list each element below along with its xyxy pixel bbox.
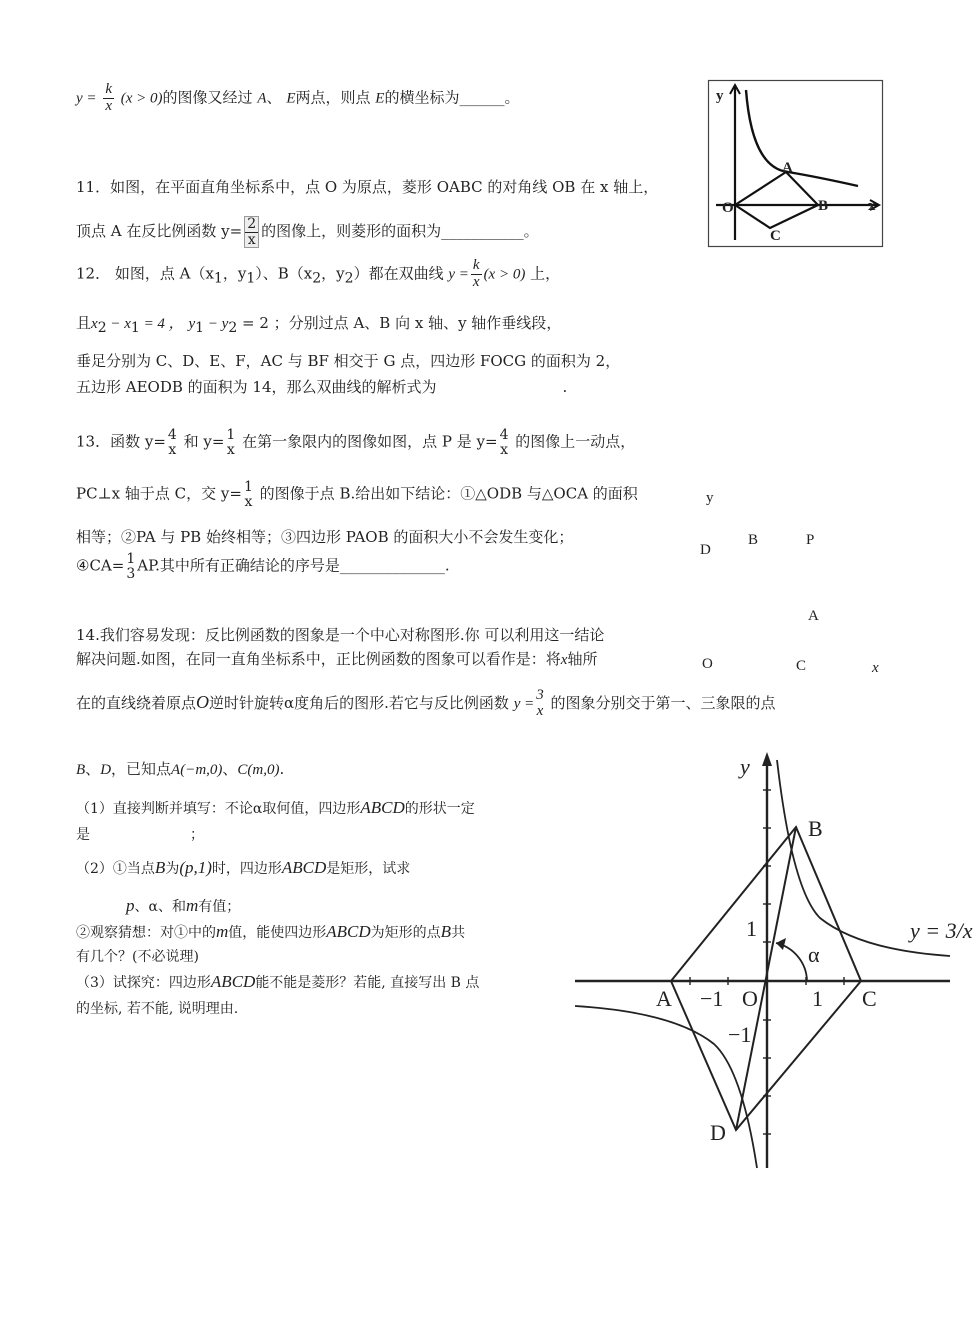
q12-line1: 12． 如图，点 $A(x_1$，$y_1$）、$B(x_2$，$y_2$）都在双曲线 y = $\frac{k}{x}$ (x > 0) 上， xyxy=(76,257,561,290)
fig11-O-label: O xyxy=(722,200,734,216)
figure-q14 xyxy=(570,750,973,1170)
fig14-C-label: C xyxy=(862,986,877,1011)
figure-q14-svg xyxy=(570,750,950,1170)
fig13-C-label: C xyxy=(796,658,807,674)
fig13-P-label: P xyxy=(806,532,815,548)
fig14-B-label: B xyxy=(808,816,823,841)
fig13-D-label: D xyxy=(700,542,711,558)
fig13-O-label: O xyxy=(702,656,713,672)
fig14-O-label: O xyxy=(742,986,758,1011)
fig14-one-label: 1 xyxy=(746,916,757,941)
fig14-neg1-label: −1 xyxy=(700,986,724,1011)
q10-line: y = $\frac{k}{x}$ (x > 0)的图像又经过 A、 E两点，则点 E的横坐标为______。 xyxy=(76,81,520,114)
fig13-y-label: y xyxy=(706,490,714,506)
fig13-B-label: B xyxy=(748,532,759,548)
fig11-B-label: B xyxy=(818,198,829,214)
fig14-pos1-label: 1 xyxy=(812,986,823,1011)
fig13-x-label: x xyxy=(872,660,879,676)
q13-line1: 13．函数 y= 4 x 和 y= 1 x 在第一象限内的图像如图，点 P 是 y= 4 x 的图像上一动点， xyxy=(76,427,636,458)
q11-line2: 顶点 A 在反比例函数 y= $\frac{2}{x}$ 的图像上，则菱形的面积为___________。 xyxy=(76,216,539,248)
q13-line3: 相等；②PA 与 PB 始终相等；③四边形 PAOB 的面积大小不会发生变化； xyxy=(76,528,574,546)
q14-part2c: ②观察猜想：对①中的m值，能使四边形ABCD为矩形的点B共 xyxy=(76,922,466,941)
q11-line1: 11．如图，在平面直角坐标系中，点 O 为原点，菱形 OABC 的对角线 OB 在 x 轴上， xyxy=(76,178,659,196)
fig11-y-label: y xyxy=(716,88,724,104)
q14-part1: （1）直接判断并填写：不论α取何值，四边形ABCD的形状一定 xyxy=(76,798,475,817)
q14-line1: 14.我们容易发现：反比例函数的图象是一个中心对称图形.你 可以利用这一结论 xyxy=(76,626,605,644)
q13-line4: ④CA= 1 3 AP.其中所有正确结论的序号是______________. xyxy=(76,551,450,582)
figure-rhombus-svg xyxy=(708,80,883,247)
q14-part3b: 的坐标, 若不能, 说明理由. xyxy=(76,1001,239,1017)
fig13-A-label: A xyxy=(808,608,819,624)
q14-line2: 解决问题.如图，在同一直角坐标系中，正比例函数的图象可以看作是：将x轴所 xyxy=(76,650,598,668)
q13-line2: PC⊥x 轴于点 C，交 y= 1 x 的图像于点 B.给出如下结论：①△ODB 与△OCA 的面积 xyxy=(76,479,638,510)
q12-line3: 垂足分别为 C、D、E、F，AC 与 BF 相交于 G 点，四边形 FOCG 的面积为 2， xyxy=(76,352,621,370)
q14-part2: （2）①当点B为(p,1)时，四边形ABCD是矩形，试求 xyxy=(76,858,411,877)
fig14-y-label: y xyxy=(740,754,750,779)
fig14-curve-label: y = 3/x xyxy=(910,918,973,943)
figure-rhombus xyxy=(708,80,883,247)
q14-part2d: 有几个？(不必说理) xyxy=(76,949,199,965)
fig14-alpha-label: α xyxy=(808,942,820,967)
fig11-A-label: A xyxy=(782,160,793,176)
q14-line4: B、D，已知点A(−m,0)、C(m,0). xyxy=(76,760,285,778)
q14-line3: 在的直线绕着原点O逆时针旋转α度角后的图形.若它与反比例函数 y = 3 x 的图象分别交于第一、三象限的点 xyxy=(76,687,776,719)
fig14-neg1y-label: −1 xyxy=(728,1022,752,1047)
fig11-x-label: x xyxy=(868,198,876,214)
fig14-D-label: D xyxy=(710,1120,726,1145)
q14-part2b: p、α、和m有值； xyxy=(126,896,241,915)
fig14-A-label: A xyxy=(656,986,672,1011)
q12-line2: 且$x_2 - x_1 = 4$ ， $y_1 - y_2 = 2$ ；分别过点 A、B 向 x 轴、y 轴作垂线段， xyxy=(76,314,562,336)
q14-part3: （3）试探究：四边形ABCD能不能是菱形？若能, 直接写出 B 点 xyxy=(76,972,480,991)
q12-line4: 五边形 AEODB 的面积为 14，那么双曲线的解析式为 . xyxy=(76,378,568,396)
q14-part1b: 是 ； xyxy=(76,827,204,843)
fig11-C-label: C xyxy=(770,228,781,244)
